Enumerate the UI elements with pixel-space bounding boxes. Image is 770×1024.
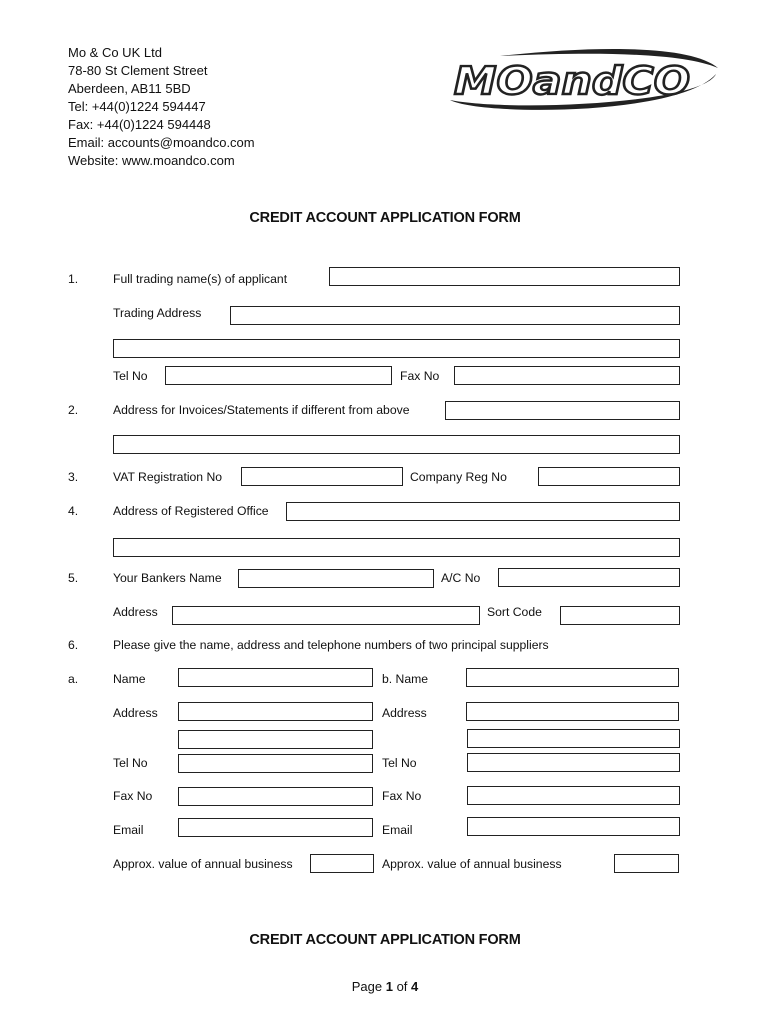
page-current: 1 [385,979,393,994]
supplier-b-address-field-2[interactable] [467,729,680,748]
company-email: Email: accounts@moandco.com [68,135,255,150]
company-address-block [68,44,255,170]
invoice-address-label: Address for Invoices/Statements if different from above [113,403,410,417]
vat-registration-label: VAT Registration No [113,470,223,484]
full-trading-name-label: Full trading name(s) of applicant [113,272,288,286]
supplier-a-address-field-1[interactable] [178,702,373,721]
bank-address-label: Address [113,605,158,619]
supplier-a-tel-field[interactable] [178,754,373,773]
page-separator: of [392,979,412,994]
trading-address-field-1[interactable] [230,306,680,325]
section-5-number: 5. [68,571,79,585]
supplier-b-name-label: b. Name [382,672,429,686]
invoice-address-field-2[interactable] [113,435,680,454]
supplier-b-tel-label: Tel No [382,756,417,770]
sort-code-label: Sort Code [487,605,542,619]
form-title: CREDIT ACCOUNT APPLICATION FORM [249,210,521,226]
supplier-a-marker: a. [68,672,79,686]
footer-form-title: CREDIT ACCOUNT APPLICATION FORM [249,932,521,948]
section-4-number: 4. [68,504,79,518]
company-city: Aberdeen, AB11 5BD [68,81,191,96]
supplier-a-email-field[interactable] [178,818,373,837]
ac-no-field[interactable] [498,568,680,587]
company-street: 78-80 St Clement Street [68,63,208,78]
fax-no-field[interactable] [454,366,680,385]
supplier-b-name-field[interactable] [466,668,679,687]
supplier-b-fax-field[interactable] [467,786,680,805]
supplier-a-annual-field[interactable] [310,854,374,873]
supplier-a-email-label: Email [113,823,144,837]
fax-no-label: Fax No [400,369,440,383]
page-prefix: Page [351,979,386,994]
supplier-a-address-field-2[interactable] [178,730,373,749]
registered-office-field-2[interactable] [113,538,680,557]
logo-text: MOandCO [454,59,690,103]
supplier-b-annual-field[interactable] [614,854,679,873]
company-tel: Tel: +44(0)1224 594447 [68,99,206,114]
supplier-b-address-label: Address [382,706,427,720]
registered-office-field-1[interactable] [286,502,680,521]
supplier-a-name-field[interactable] [178,668,373,687]
company-logo [440,42,722,116]
supplier-a-fax-field[interactable] [178,787,373,806]
supplier-a-fax-label: Fax No [113,789,153,803]
company-name: Mo & Co UK Ltd [68,45,162,60]
bank-address-field[interactable] [172,606,480,625]
supplier-a-address-label: Address [113,706,158,720]
tel-no-field[interactable] [165,366,392,385]
supplier-b-email-field[interactable] [467,817,680,836]
invoice-address-field-1[interactable] [445,401,680,420]
tel-no-label: Tel No [113,369,148,383]
trading-address-label: Trading Address [113,306,202,320]
bankers-name-field[interactable] [238,569,434,588]
section-3-number: 3. [68,470,79,484]
section-6-number: 6. [68,638,79,652]
section-2-number: 2. [68,403,79,417]
company-fax: Fax: +44(0)1224 594448 [68,117,211,132]
section-1-number: 1. [68,272,79,286]
bankers-name-label: Your Bankers Name [113,571,222,585]
supplier-a-name-label: Name [113,672,146,686]
supplier-b-tel-field[interactable] [467,753,680,772]
sort-code-field[interactable] [560,606,680,625]
suppliers-instruction: Please give the name, address and telephone numbers of two principal suppliers [113,638,549,652]
supplier-b-address-field-1[interactable] [466,702,679,721]
company-reg-field[interactable] [538,467,680,486]
page-number [0,979,770,994]
trading-address-field-2[interactable] [113,339,680,358]
supplier-b-fax-label: Fax No [382,789,422,803]
full-trading-name-field[interactable] [329,267,680,286]
ac-no-label: A/C No [441,571,481,585]
vat-registration-field[interactable] [241,467,403,486]
page-total: 4 [411,979,419,994]
supplier-a-tel-label: Tel No [113,756,148,770]
supplier-a-annual-label: Approx. value of annual business [113,857,293,871]
registered-office-label: Address of Registered Office [113,504,269,518]
supplier-b-annual-label: Approx. value of annual business [382,857,562,871]
company-reg-label: Company Reg No [410,470,507,484]
company-website: Website: www.moandco.com [68,153,235,168]
supplier-b-email-label: Email [382,823,413,837]
